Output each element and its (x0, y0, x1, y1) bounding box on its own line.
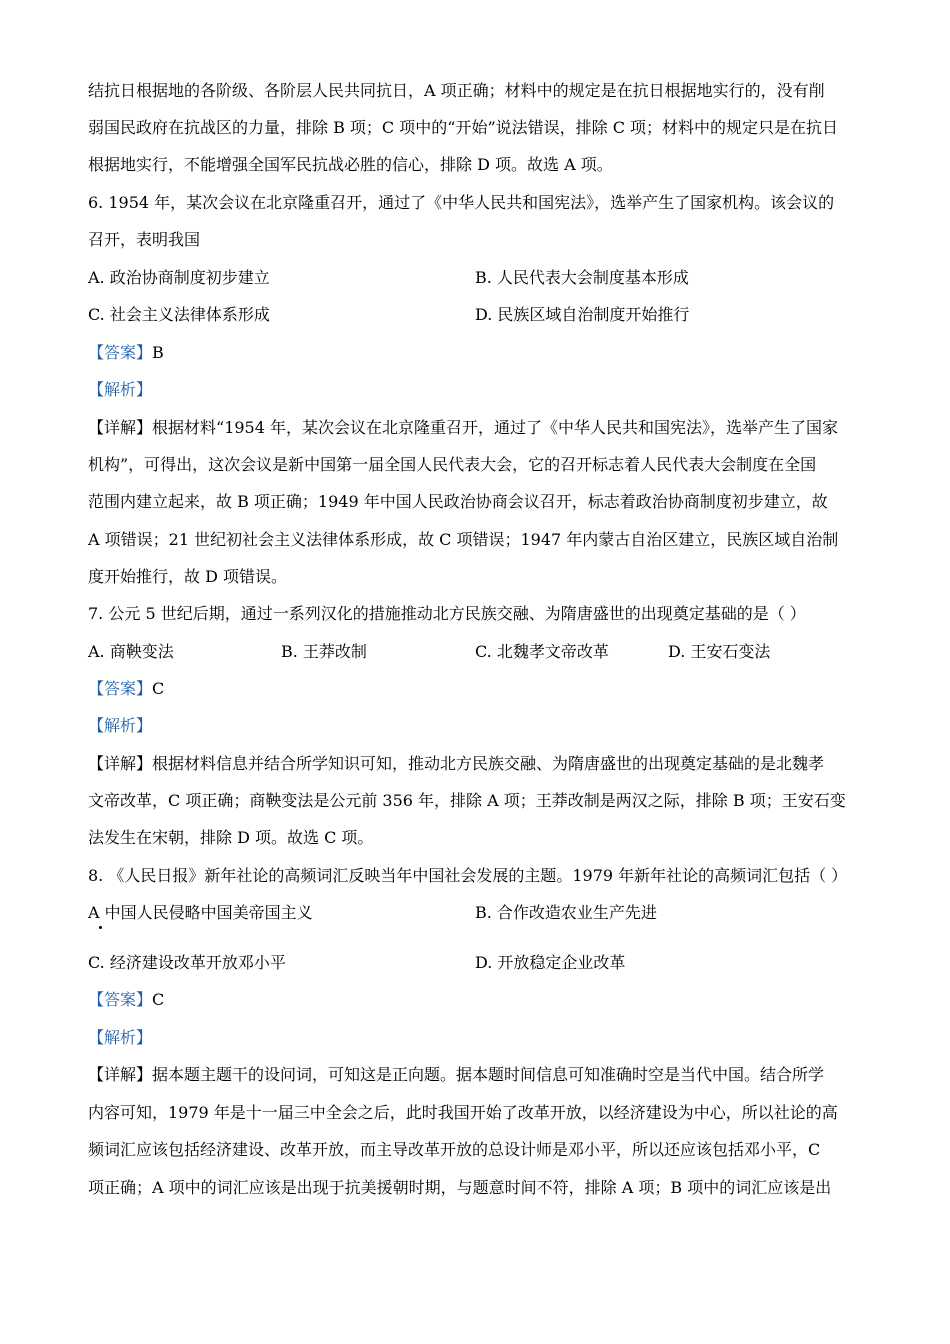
q6-option-a: A. 政治协商制度初步建立 (88, 268, 270, 287)
q6-stem-line-2: 召开，表明我国 (88, 230, 201, 249)
q7-option-a: A. 商鞅变法 (88, 642, 174, 661)
q7-stem: 7. 公元 5 世纪后期，通过一系列汉化的措施推动北方民族交融、为隋唐盛世的出现奠定基础的是（ ） (88, 604, 806, 623)
q7-answer-value: C (152, 679, 165, 698)
q7-option-b: B. 王莽改制 (281, 642, 367, 661)
q8-detail-line-1 (88, 1065, 824, 1085)
q7-detail-line-3: 法发生在宋朝，排除 D 项。故选 C 项。 (88, 828, 374, 847)
q6-option-d: D. 民族区域自治制度开始推行 (475, 305, 690, 324)
q6-answer (88, 343, 164, 363)
answer-tag: 【答案】 (88, 990, 153, 1009)
q6-detail-line-3: 范围内建立起来，故 B 项正确；1949 年中国人民政治协商会议召开，标志着政治协商制度初步建立，故 (88, 492, 828, 511)
q8-option-c: C. 经济建设改革开放邓小平 (88, 953, 286, 972)
q8-detail-text: 据本题主题干的设问词，可知这是正向题。据本题时间信息可知准确时空是当代中国。结合所学 (152, 1065, 825, 1084)
detail-tag: 【详解】 (88, 1065, 153, 1084)
q7-detail-line-2: 文帝改革，C 项正确；商鞅变法是公元前 356 年，排除 A 项；王莽改制是两汉之际，排除 B 项；王安石变 (88, 791, 846, 810)
q8-answer (88, 990, 164, 1010)
q8-analysis-tag: 【解析】 (88, 1028, 153, 1047)
q7-detail-line-1 (88, 754, 824, 774)
q7-option-d: D. 王安石变法 (668, 642, 771, 661)
detail-tag: 【详解】 (88, 754, 153, 773)
prev-detail-line-2: 弱国民政府在抗战区的力量，排除 B 项；C 项中的“开始”说法错误，排除 C 项；材料中的规定只是在抗日 (88, 118, 839, 137)
answer-tag: 【答案】 (88, 679, 153, 698)
answer-tag: 【答案】 (88, 343, 153, 362)
q6-detail-text: 根据材料“1954 年，某次会议在北京隆重召开，通过了《中华人民共和国宪法》，选举产生了国家 (152, 418, 839, 437)
detail-tag: 【详解】 (88, 418, 153, 437)
prev-detail-line-1: 结抗日根据地的各阶级、各阶层人民共同抗日，A 项正确；材料中的规定是在抗日根据地实行的，没有削 (88, 81, 825, 100)
q6-option-c: C. 社会主义法律体系形成 (88, 305, 270, 324)
q8-answer-value: C (152, 990, 165, 1009)
q6-answer-value: B (152, 343, 164, 362)
q6-stem-line-1: 6. 1954 年，某次会议在北京隆重召开，通过了《中华人民共和国宪法》，选举产生了国家机构。该会议的 (88, 193, 835, 212)
q7-detail-text: 根据材料信息并结合所学知识可知，推动北方民族交融、为隋唐盛世的出现奠定基础的是北魏孝 (152, 754, 825, 773)
q6-option-b: B. 人民代表大会制度基本形成 (475, 268, 689, 287)
q8-detail-line-3: 频词汇应该包括经济建设、改革开放，而主导改革开放的总设计师是邓小平，所以还应该包括邓小平，C (88, 1140, 821, 1159)
q6-detail-line-1 (88, 418, 838, 438)
q8-option-a: A 中国人民侵略中国美帝国主义 (88, 903, 313, 922)
option-a-dot (99, 926, 102, 929)
q8-option-b: B. 合作改造农业生产先进 (475, 903, 657, 922)
prev-detail-line-3: 根据地实行，不能增强全国军民抗战必胜的信心，排除 D 项。故选 A 项。 (88, 155, 613, 174)
q8-detail-line-2: 内容可知，1979 年是十一届三中全会之后，此时我国开始了改革开放，以经济建设为中心，所以社论的高 (88, 1103, 838, 1122)
q7-answer (88, 679, 164, 699)
q7-option-c: C. 北魏孝文帝改革 (475, 642, 609, 661)
q6-detail-line-4: A 项错误；21 世纪初社会主义法律体系形成，故 C 项错误；1947 年内蒙古自治区建立，民族区域自治制 (88, 530, 839, 549)
q6-detail-line-5: 度开始推行，故 D 项错误。 (88, 567, 288, 586)
q8-option-d: D. 开放稳定企业改革 (475, 953, 626, 972)
q8-detail-line-4: 项正确；A 项中的词汇应该是出现于抗美援朝时期，与题意时间不符，排除 A 项；B 项中的词汇应该是出 (88, 1178, 832, 1197)
q8-stem: 8. 《人民日报》新年社论的高频词汇反映当年中国社会发展的主题。1979 年新年社论的高频词汇包括（ ） (88, 866, 848, 885)
q6-analysis-tag: 【解析】 (88, 380, 153, 399)
q6-detail-line-2: 机构”，可得出，这次会议是新中国第一届全国人民代表大会，它的召开标志着人民代表大会制度在全国 (88, 455, 817, 474)
q7-analysis-tag: 【解析】 (88, 716, 153, 735)
